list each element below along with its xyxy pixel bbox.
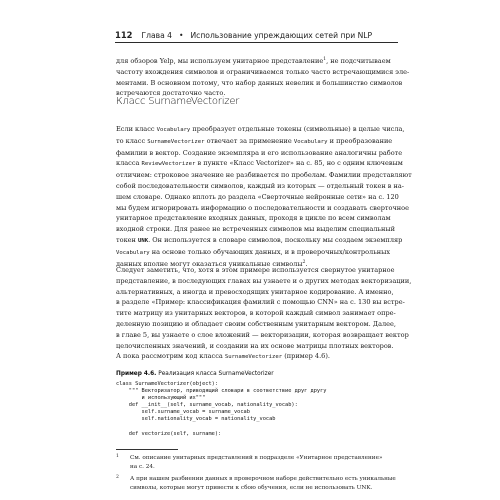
text-span: А пока рассмотрим код класса (116, 352, 225, 361)
footnote-ref: 2 (302, 259, 306, 265)
text-line: тите матрицу из унитарных векторов, в которой каждый символ занимает опре- (116, 309, 396, 318)
chapter-title: Использование упреждающих сетей при NLP (190, 30, 373, 40)
running-header (115, 30, 395, 40)
text-span: . (305, 259, 308, 268)
text-span: и преобразование (327, 136, 393, 145)
text-line (116, 351, 393, 363)
text-line: на с. 24. (130, 463, 155, 470)
text-line: мы будем игнорировать информацию о последовательности и создавать сверточное (116, 203, 409, 212)
footnote-1 (116, 454, 396, 471)
text-line: унитарное представление входных данных, проходя в цикле по всем символам (116, 214, 391, 223)
footnote-ref: 1 (323, 56, 327, 62)
text-span: класса (116, 159, 142, 168)
text-line (116, 158, 403, 170)
code-term: Vocabulary (156, 127, 191, 133)
footnote-body (130, 454, 396, 471)
text-line: фамилии в вектор. Создание экземпляра и его использование аналогичны работе (116, 148, 403, 157)
text-line (116, 235, 403, 247)
listing-title: Реализация класса SurnameVectorizer (158, 371, 274, 377)
text-span: в пункте «Класс Vectorizer» на с. 85, но с одним ключевым (195, 159, 403, 168)
text-span: данных вполне могут оказаться уникальные символы (116, 259, 303, 268)
text-span: Если класс (116, 125, 157, 133)
text-line: шем словаре. Однако вплоть до раздела «Сверточные нейронные сети» на с. 120 (116, 192, 399, 201)
code-term: UNK (137, 237, 149, 244)
footnote-rule (116, 449, 178, 450)
text-span: преобразует отдельные токены (символьные) в целые числа, (190, 125, 405, 133)
text-span: на основе только обучающих данных, и в проверочных/контрольных (149, 247, 391, 256)
code-term: Vocabulary (293, 138, 328, 145)
header-bullet: • (179, 30, 184, 40)
text-line: отличием: строковое значение не разбивается по пробелам. Фамилии представляют (116, 171, 412, 180)
code-term: Vocabulary (116, 249, 150, 256)
text-line: символы, которые могут привести к сбою обучения, если не использовать UNK. (130, 484, 373, 491)
footnote-2 (116, 475, 396, 492)
text-line: входной строки. Для ранее не встреченных символов мы выделим специальный (116, 225, 395, 234)
text-line: в главе 5, вы узнаете о слое вложений — векторизации, которая возвращает вектор (116, 330, 409, 339)
text-line (116, 136, 393, 148)
text-line: собой последовательности символов, каждый из которых — отдельный токен в на- (116, 181, 405, 190)
section-heading: Класс SurnameVectorizer (116, 96, 240, 107)
text-line: в разделе «Пример: классификация фамилий с помощью CNN» на с. 130 вы встре- (116, 298, 405, 307)
text-line: Следует заметить, что, хотя в этом примере используется свернутое унитарное (116, 266, 395, 274)
text-span: , не подсчитываем (326, 57, 391, 65)
text-span: то класс (116, 136, 148, 145)
text-line (116, 247, 393, 259)
paragraph-vectorization-note (116, 265, 412, 363)
text-line: ментами. В основном потому, что набор данных невелик и большинство символов (116, 78, 403, 87)
page-number: 112 (115, 30, 133, 40)
code-listing: class SurnameVectorizer(object): """ Векторизатор, приводящий словари в соответствие друг другу и использующий их""" def __init__(self, surname_vocab, nationality_vocab): self.surname_vocab = surname_vocab self.nationality_vocab = nationality_vocab def vectorize(self, surname): (116, 381, 327, 437)
listing-caption (116, 371, 274, 377)
header-rule (115, 42, 398, 43)
text-line (116, 124, 405, 136)
text-line: альтернативных, а иногда и превосходящих унитарное кодирование. А именно, (116, 287, 394, 296)
text-line: встречаются достаточно часто. (116, 89, 226, 98)
footnote-number: 2 (116, 475, 119, 480)
intro-paragraph (116, 56, 410, 99)
text-line (116, 56, 393, 67)
listing-label: Пример 4.6. (116, 371, 157, 377)
text-line: целочисленных значений, и создании на их основе матрицы плотных векторов. (116, 341, 394, 350)
code-term: ReviewVectorizer (141, 161, 196, 168)
text-line: См. описание унитарных представлений в подразделе «Унитарное представление» (130, 455, 383, 461)
chapter-label: Глава 4 (141, 30, 172, 40)
code-term: SurnameVectorizer (147, 138, 205, 145)
text-span: для обзоров Yelp, мы используем унитарное представление (116, 57, 324, 65)
paragraph-vectorizer-intro (116, 124, 412, 269)
text-span: отвечает за применение (204, 136, 294, 145)
footnote-number: 1 (116, 454, 119, 459)
text-line: А при нашем разбиении данных в проверочном наборе действительно есть уникальные (130, 476, 396, 482)
code-term: SurnameVectorizer (224, 354, 283, 361)
text-line: частоту вхождения символов и ограничиваемся только часто встречающимися эле- (116, 67, 410, 76)
text-line: представление, в последующих главах вы узнаете и о других методах векторизации, (116, 276, 412, 285)
text-span: . Он используется в словаре символов, поскольку мы создаем экземпляр (148, 235, 403, 244)
text-span: (пример 4.6). (282, 352, 330, 361)
footnote-body (130, 475, 396, 492)
text-span: токен (116, 235, 138, 244)
text-line: деленную позицию и обладает своим собственным унитарным вектором. Далее, (116, 319, 396, 328)
